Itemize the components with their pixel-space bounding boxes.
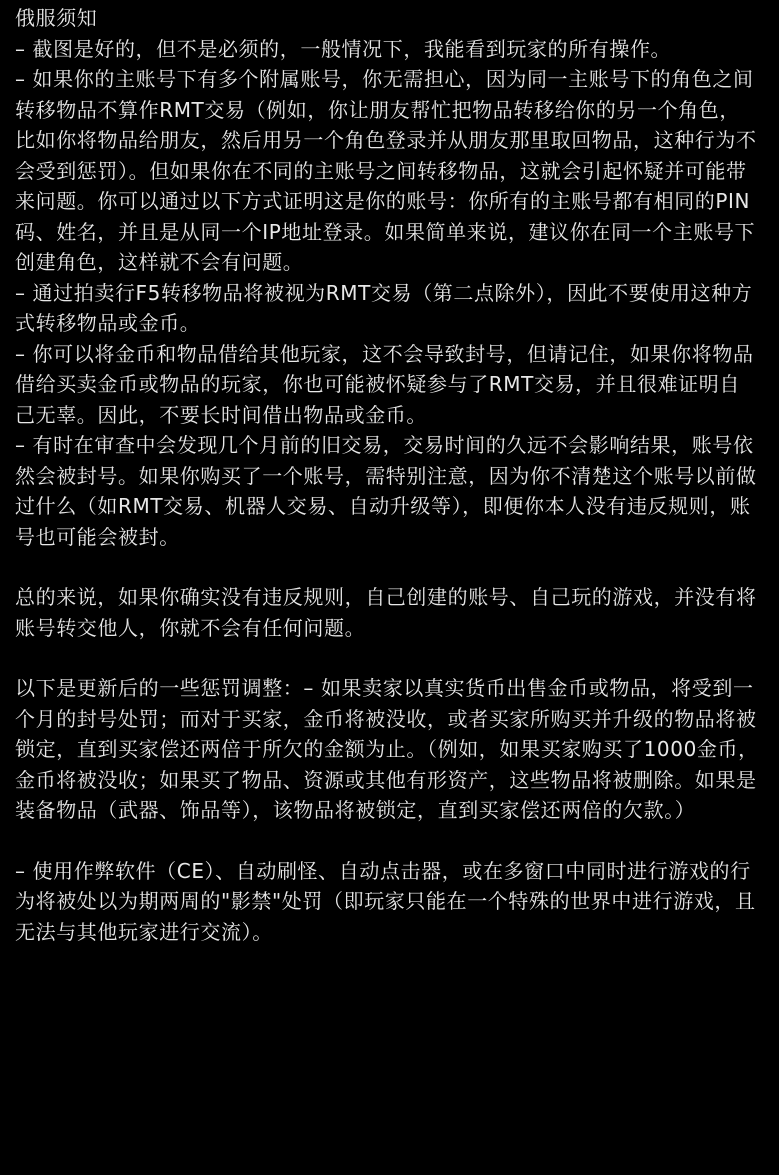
- paragraph-gap: [15, 552, 760, 582]
- bullet-lending: – 你可以将金币和物品借给其他玩家，这不会导致封号，但请记住，如果你将物品借给买卖金币或物品的玩家，你也可能被怀疑参与了RMT交易，并且很难证明自己无辜。因此，不要长时间借出物品或金币。: [15, 341, 754, 427]
- doc-title: 俄服须知: [15, 6, 98, 30]
- penalties-paragraph: 以下是更新后的一些惩罚调整：– 如果卖家以真实货币出售金币或物品，将受到一个月的封号处罚；而对于买家，金币将被没收，或者买家所购买并升级的物品将被锁定，直到买家偿还两倍于所欠的金额为止。（例如，如果买家购买了1000金币，金币将被没收；如果买了物品、资源或其他有形资产，这些物品将被删除。如果是装备物品（武器、饰品等），该物品将被锁定，直到买家偿还两倍的欠款。）: [15, 676, 759, 822]
- bullet-auction-house: – 通过拍卖行F5转移物品将被视为RMT交易（第二点除外），因此不要使用这种方式转移物品或金币。: [15, 280, 753, 335]
- paragraph-gap: [15, 643, 760, 673]
- summary-paragraph: 总的来说，如果你确实没有违反规则，自己创建的账号、自己玩的游戏，并没有将账号转交他人，你就不会有任何问题。: [15, 585, 757, 640]
- bullet-old-trades: – 有时在审查中会发现几个月前的旧交易，交易时间的久远不会影响结果，账号依然会被封号。如果你购买了一个账号，需特别注意，因为你不清楚这个账号以前做过什么（如RMT交易、机器人交易、自动升级等），即便你本人没有违反规则，账号也可能会被封。: [15, 433, 757, 549]
- document-body: [15, 3, 760, 947]
- paragraph-gap: [15, 826, 760, 856]
- bullet-sub-accounts: – 如果你的主账号下有多个附属账号，你无需担心，因为同一主账号下的角色之间转移物品不算作RMT交易（例如，你让朋友帮忙把物品转移给你的另一个角色，比如你将物品给朋友，然后用另一个角色登录并从朋友那里取回物品，这种行为不会受到惩罚）。但如果你在不同的主账号之间转移物品，这就会引起怀疑并可能带来问题。你可以通过以下方式证明这是你的账号：你所有的主账号都有相同的PIN码、姓名，并且是从同一个IP地址登录。如果简单来说，建议你在同一个主账号下创建角色，这样就不会有问题。: [15, 67, 757, 274]
- bullet-screenshots: – 截图是好的，但不是必须的，一般情况下，我能看到玩家的所有操作。: [15, 36, 672, 61]
- cheating-paragraph: – 使用作弊软件（CE）、自动刷怪、自动点击器，或在多窗口中同时进行游戏的行为将被处以为期两周的"影禁"处罚（即玩家只能在一个特殊的世界中进行游戏，且无法与其他玩家进行交流）。: [15, 858, 756, 944]
